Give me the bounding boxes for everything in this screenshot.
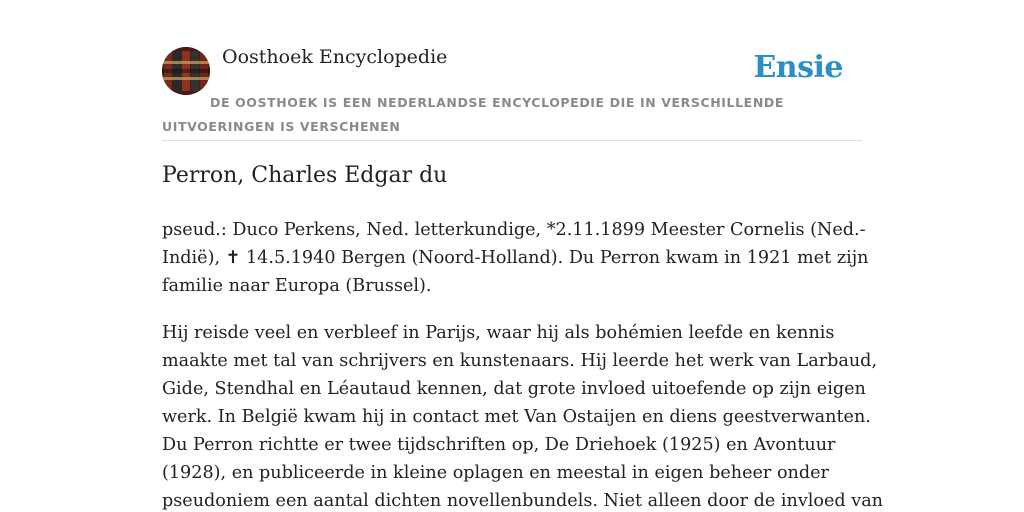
text-line: maakte met tal van schrijvers en kunstenaars. Hij leerde het werk van Larbaud, [162,351,878,371]
site-tagline: DE OOSTHOEK IS EEN NEDERLANDSE ENCYCLOPEDIE DIE IN VERSCHILLENDE UITVOERINGEN IS VERSCHENEN [162,95,784,134]
text-line: Gide, Stendhal en Léautaud kennen, dat grote invloed uitoefende op zijn eigen [162,379,866,399]
text-line: Indië), ✝ 14.5.1940 Bergen (Noord-Holland). Du Perron kwam in 1921 met zijn [162,248,869,268]
text-line: (1928), en publiceerde in kleine oplagen en meestal in eigen beheer onder [162,463,829,483]
text-line: pseudoniem een aantal dichten novellenbundels. Niet alleen door de invloed van [162,491,884,511]
article-title: Perron, Charles Edgar du [162,163,448,188]
text-line: Hij reisde veel en verbleef in Parijs, waar hij als bohémien leefde en kennis [162,323,835,343]
text-line: werk. In België kwam hij in contact met Van Ostaijen en diens geestverwanten. [162,407,871,427]
text-line: familie naar Europa (Brussel). [162,276,432,296]
article-paragraph-1 [162,216,869,300]
encyclopedia-books-icon[interactable] [162,47,210,95]
site-header [162,0,862,141]
site-name[interactable]: Oosthoek Encyclopedie [222,46,448,68]
page-container [162,0,884,511]
text-line: pseud.: Duco Perkens, Ned. letterkundige, *2.11.1899 Meester Cornelis (Ned.- [162,220,866,240]
brand-logo[interactable]: Ensie [753,50,843,85]
text-line: Du Perron richtte er twee tijdschriften op, De Driehoek (1925) en Avontuur [162,435,836,455]
article-paragraph-2 [162,319,884,512]
